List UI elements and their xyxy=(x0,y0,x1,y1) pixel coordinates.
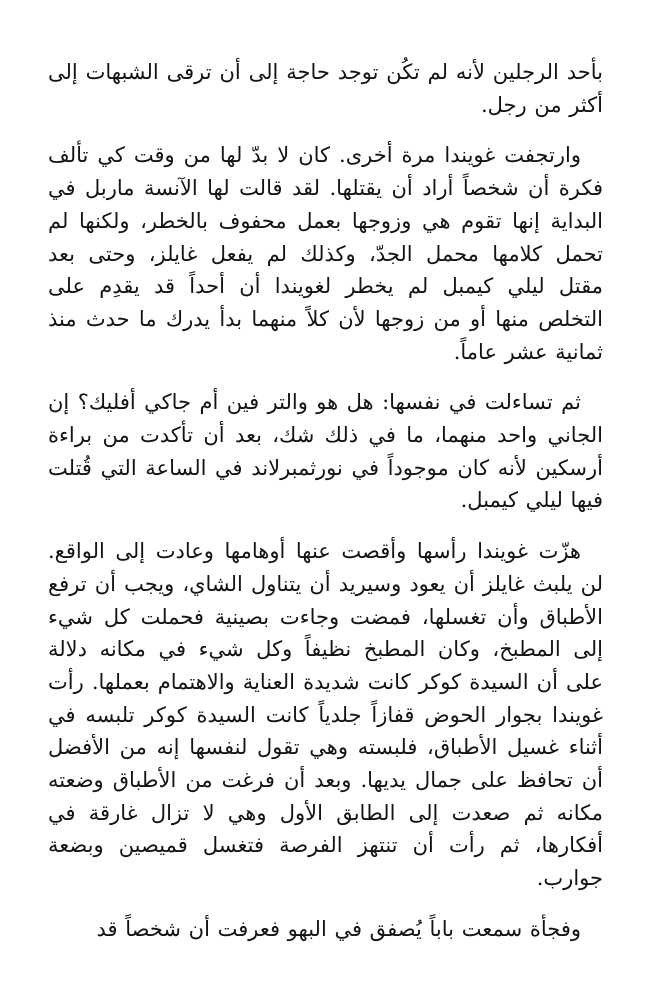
paragraph-4: هزّت غويندا رأسها وأقصت عنها أوهامها وعادت إلى الواقع. لن يلبث غايلز أن يعود وسيريد أن يتناول الشاي، ويجب أن ترفع الأطباق وأن تغسلها، فمضت وجاءت بصينية فحملت كل شيء إلى المطبخ، وكان المطبخ نظيفاً وكل شيء في مكانه دلالة على أن السيدة كوكر كانت شديدة العناية والاهتمام بعملها. رأت غويندا بجوار الحوض قفازاً جلدياً كانت السيدة كوكر تلبسه في أثناء غسيل الأطباق، فلبسته وهي تقول لنفسها إنه من الأفضل أن تحافظ على جمال يديها. وبعد أن فرغت من الأطباق وضعته مكانه ثم صعدت إلى الطابق الأول وهي لا تزال غارقة في أفكارها، ثم رأت أن تنتهز الفرصة فتغسل قميصين وبضعة جوارب. xyxy=(48,539,603,891)
paragraph-3: ثم تساءلت في نفسها: هل هو والتر فين أم جاكي أفليك؟ إن الجاني واحد منهما، ما في ذلك شك، بعد أن تأكدت من براءة أرسكين لأنه كان موجوداً في نورثمبرلاند في الساعة التي قُتلت فيها ليلي كيمبل. xyxy=(48,390,603,513)
paragraph-2: وارتجفت غويندا مرة أخرى. كان لا بدّ لها من وقت كي تألف فكرة أن شخصاً أراد أن يقتلها. لقد قالت لها الآنسة ماربل في البداية إنها تقوم هي وزوجها بعمل محفوف بالخطر، ولكنها لم تحمل كلامها محمل الجدّ، وكذلك لم يفعل غايلز، وحتى بعد مقتل ليلي كيمبل لم يخطر لغويندا أن أحداً قد يقدِم على التخلص منها أو من زوجها لأن كلاً منهما بدأ يدرك ما حدث منذ ثمانية عشر عاماً. xyxy=(48,143,603,364)
paragraph-1: بأحد الرجلين لأنه لم تكُن توجد حاجة إلى أن ترقى الشبهات إلى أكثر من رجل. xyxy=(48,60,603,117)
paragraph-5: وفجأة سمعت باباً يُصفق في البهو فعرفت أن شخصاً قد xyxy=(96,916,581,941)
